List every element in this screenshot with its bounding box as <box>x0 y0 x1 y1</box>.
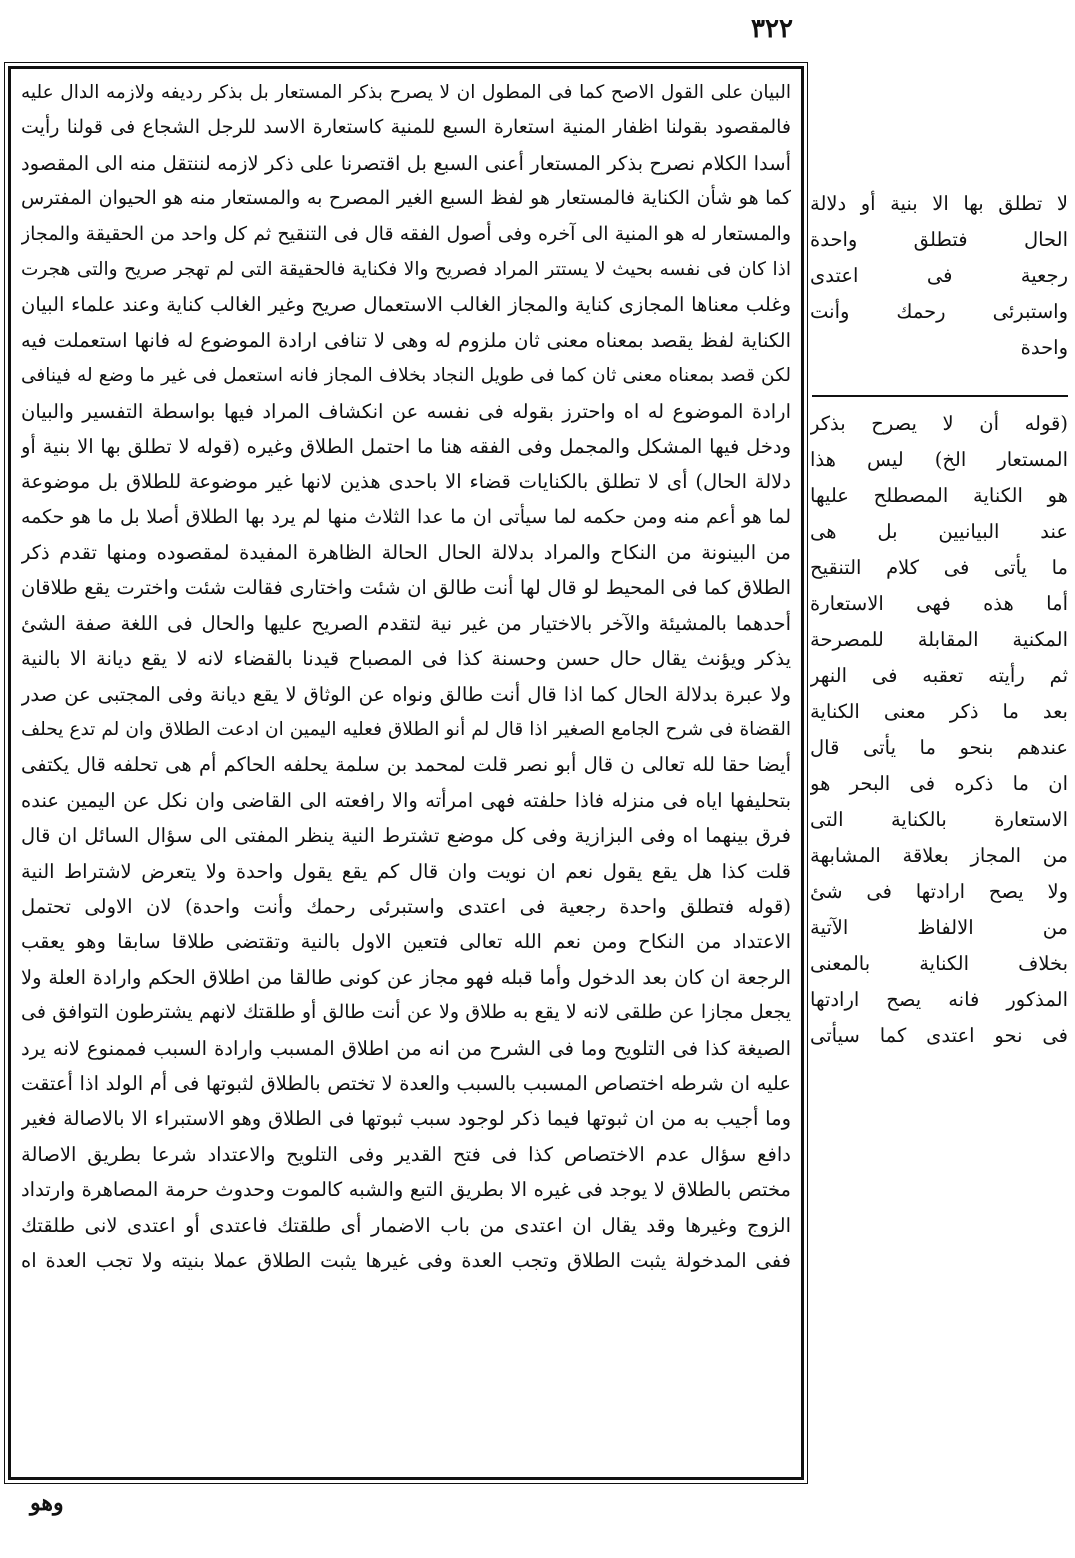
text-line: الصيغة كذا فى التلويح وما فى الشرح من انه من اطلاق المسبب وارادة السبب فممنوع لانه يرد <box>21 1036 791 1060</box>
text-line: ودخل فيها المشكل والمجمل وفى الفقه هنا ما احتمل الطلاق وغيره (قوله لا تطلق بها الا بنية أو <box>21 434 791 458</box>
text-line: واستبرئى رحمك وأنت <box>810 300 1068 323</box>
text-line: اذا كان فى نفسه بحيث لا يستتر المراد فصريح والا فكناية فالحقيقة التى لم تهجر صريح والتى هجرت <box>21 258 791 280</box>
text-line: ولا عبرة بدلالة الحال كما اذا قال أنت طالق ونواه عن الوثاق لا يقع ديانة وفى المجتبى عن صدر <box>21 682 791 706</box>
text-line: بتحليفها اياه فى منزله فاذا حلفته فهى امرأته والا رافعته الى القاضى وان نكل عن اليمين عنده <box>21 788 791 812</box>
text-line: من المجاز بعلاقة المشابهة <box>810 844 1068 867</box>
text-line: الكناية لفظ يقصد بمعناه معنى ثان ملزوم له وهى لا تنافى ارادة الموضوع له فانها استعملت فيه <box>21 328 791 352</box>
text-line: الطلاق كما فى المحيط لو قال لها أنت طالق ان شئت واختارى فقالت شئت واخترت يقع طلاقان <box>21 576 791 600</box>
text-line: أسدا الكلام نصرح بذكر المستعار أعنى السبع بل اقتصرنا على ذكر لازمه لننتقل منه الى المقصود <box>21 151 791 175</box>
text-line: الحال فتطلق واحدة <box>810 228 1068 251</box>
text-line: فرق بينهما اه وفى البزازية وفى كل موضع تشترط النية ينظر المفتى الى سؤال السائل ان قال <box>21 824 791 848</box>
text-line: أما هذه فهى الاستعارة <box>810 592 1068 615</box>
text-line: المذكور فانه يصح ارادتها <box>810 988 1068 1011</box>
text-line: دلالة الحال) أى لا تطلق بالكنايات قضاء الا باحدى هذين لانها غير موضوعة للطلاق بل موضوعة <box>21 470 791 494</box>
text-line: (قوله أن لا يصرح بذكر <box>810 412 1068 435</box>
text-line: يذكر ويؤنث يقال حال حسن وحسنة كذا فى المصباح قيدنا بالقضاء لانه لا يقع ديانة الا بالنية <box>21 647 791 671</box>
text-line: ففى المدخولة يثبت الطلاق وتجب العدة وفى غيرها يثبت الطلاق عملا بنيته ولا تجب العدة اه <box>21 1248 791 1272</box>
text-line: ثم رأيته تعقبه فى النهر <box>810 664 1068 687</box>
text-line: يجعل مجازا عن طلقى لانه لا يقع به طلاق ولا عن أنت طالق أو طلقتك لانهم يشترطون التوافق فى <box>21 1001 791 1024</box>
text-line: المستعار الخ) ليس هذا <box>810 448 1068 471</box>
text-line: عليه ان شرطه اختصاص المسبب بالسبب والعدة لا تختص بالطلاق لثبوتها فى أم الولد اذا أعتقت <box>21 1071 791 1095</box>
text-line: من الالفاظ الآتية <box>810 916 1068 939</box>
text-line: الرجعة ان كان بعد الدخول وأما قبله فهو مجاز عن كونى طالقا من اطلاق الحكم وارادة العلة ولا <box>21 965 791 989</box>
text-line: البيان على القول الاصح كما فى المطول ان لا يصرح بذكر المستعار بل بذكر رديفه ولازمه الدال عليه <box>21 82 791 103</box>
margin-divider <box>812 395 1068 397</box>
text-line: قلت كذا هل يقع يقول نعم ان نويت وان قال كم يقع يقول واحدة ولا يتعرض لاشتراط النية <box>21 859 791 883</box>
text-line: وغلب معناها المجازى كناية والمجاز الغالب الاستعمال صريح وغير الغالب كناية وعند علماء البيان <box>21 293 791 317</box>
text-line: المكنية المقابلة للمصرحة <box>810 628 1068 651</box>
text-line: (قوله فتطلق واحدة رجعية فى اعتدى واستبرئى رحمك وأنت واحدة) لان الاولى تحتمل <box>21 894 791 918</box>
text-line: مختص بالطلاق لا يوجد فى غيره الا بطريق التبع والشبه كالموت وحدوث حرمة المصاهرة وارتداد <box>21 1178 791 1202</box>
text-line: ولا يصح ارادتها فى شئ <box>810 880 1068 903</box>
text-line: وما أجيب به من ان ثبوتها فيما ذكر لوجود سبب ثبوتها فى الطلاق وهو الاستبراء الا بالاصالة فغير <box>21 1107 791 1131</box>
text-line: فالمقصود بقولنا اظفار المنية استعارة السبع للمنية كاستعارة الاسد للرجل الشجاع فى قولنا رأيت <box>21 116 791 139</box>
text-line: أيضا حقا لله تعالى ن قال أبو نصر قلت لمحمد بن سلمة يحلفه الحاكم أم هى تحلفه قال يكتفى <box>21 753 791 777</box>
text-line: أحدهما بالمشيئة والآخر بالاختيار من غير نية لتقدم الصريح عليها والحال فى اللغة صفة الشئ <box>21 611 791 635</box>
text-line: دافع سؤال عدم الاختصاص كذا فى فتح القدير وفى التلويح والاعتداد شرعا بطريق الاصالة <box>21 1142 791 1166</box>
catchword: وهو <box>30 1490 64 1516</box>
text-line: والمستعار له هو المنية الى آخره وفى أصول الفقه قال فى التنقيح ثم كل واحد من الحقيقة والمجاز <box>21 222 791 245</box>
page-number: ٣٢٢ <box>751 14 793 44</box>
text-line: واحدة <box>1020 336 1068 359</box>
text-line: الاعتداد من النكاح ومن نعم الله تعالى فتعين الاول بالنية وتقتضى طلاقا سابقا وهو يعقب <box>21 930 791 954</box>
text-line: عند البيانيين بل هى <box>810 520 1068 543</box>
text-line: ما يأتى فى كلام التنقيح <box>810 556 1068 579</box>
text-line: فى نحو اعتدى كما سيأتى <box>810 1024 1068 1047</box>
text-line: عندهم بنحو ما يأتى قال <box>810 736 1068 759</box>
margin-text-top <box>810 186 1068 366</box>
text-line: ارادة الموضوع له اه واحترز بقوله فى نفسه عن انكشاف المراد فيها بواسطة التفسير والبيان <box>21 399 791 423</box>
text-line: بعد ما ذكر معنى الكناية <box>810 700 1068 723</box>
text-line: الاستعارة بالكناية التى <box>810 808 1068 831</box>
text-line: هو الكناية المصطلح عليها <box>810 484 1068 507</box>
text-line: بخلاف الكناية بالمعنى <box>810 952 1068 975</box>
text-line: ان ما ذكره فى البحر هو <box>810 772 1068 795</box>
text-line: رجعية فى اعتدى <box>810 264 1068 287</box>
main-text-body <box>21 75 791 1278</box>
text-line: لكن قصد بمعناه معنى ثان كما فى طويل النجاد بخلاف المجاز فانه استعمل فى غير ما وضع له فينافى <box>21 365 791 387</box>
text-line: كما هو شأن الكناية فالمستعار هو لفظ السبع الغير المصرح به والمستعار منه هو الحيوان المفترس <box>21 187 791 210</box>
text-line: لما هو أعم منه ومن حكمه لما سيأتى ان ما عدا الثلاث منها لم يرد بها الطلاق أصلا بل ما هو حكمه <box>21 505 791 528</box>
text-line: الزوج وغيرها وقد يقال ان اعتدى من باب الاضمار أى طلقتك فاعتدى أو اعتدى لانى طلقتك <box>21 1213 791 1237</box>
margin-text-bottom <box>810 406 1068 1054</box>
text-line: من البينونة من النكاح والمراد بدلالة الحال الحالة الظاهرة المفيدة لمقصوده ومنها تقدم ذكر <box>21 541 791 565</box>
text-line: القضاة فى شرح الجامع الصغير اذا قال لم أنو الطلاق فعليه اليمين ان ادعت الطلاق وان لم تدع يحلف <box>21 719 791 741</box>
main-text-frame <box>8 66 804 1480</box>
text-line: لا تطلق بها الا بنية أو دلالة <box>810 192 1068 215</box>
